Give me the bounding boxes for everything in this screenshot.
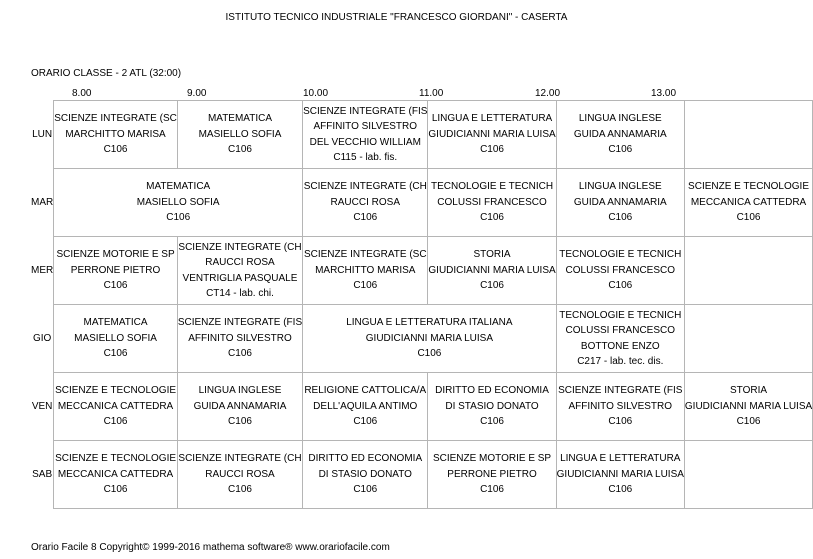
subject-text: SCIENZE INTEGRATE (FIS [177,317,303,329]
school-title: ISTITUTO TECNICO INDUSTRIALE "FRANCESCO GIORDANI" - CASERTA [225,12,568,23]
lesson-cell [556,373,684,441]
subject-text: SCIENZE E TECNOLOGIE [55,385,177,397]
lesson-detail-text: C106 [736,212,761,224]
hour-label: 9.00 [187,88,207,99]
subject-text: SCIENZE INTEGRATE (CH [178,241,302,253]
lesson-cell [428,237,556,305]
lesson-detail-text: C106 [608,212,633,224]
lesson-cell [54,373,178,441]
lesson-cell [684,169,812,237]
lesson-cell [54,169,303,237]
lesson-detail-text: C106 [608,144,633,156]
lesson-detail-text: PERRONE PIETRO [447,468,537,480]
lesson-detail-text: AFFINITO SILVESTRO [188,332,292,344]
day-row [31,305,813,373]
lesson-cell [303,441,428,509]
subject-text: TECNOLOGIE E TECNICH [559,309,682,321]
subject-text: SCIENZE INTEGRATE (FIS [558,385,683,397]
lesson-detail-text: C106 [103,484,128,496]
lesson-detail-text: C106 [417,348,442,360]
lesson-detail-text: C106 [480,212,504,224]
day-label: GIO [32,332,52,344]
day-label: LUN [32,128,53,140]
lesson-cell [556,237,684,305]
subject-text: SCIENZE MOTORIE E SP [56,249,175,261]
lesson-detail-text: GUIDA ANNAMARIA [573,196,667,208]
subject-text: MATEMATICA [207,113,273,125]
lesson-detail-text: MASIELLO SOFIA [198,128,282,140]
lesson-detail-text: MARCHITTO MARISA [315,264,416,276]
lesson-detail-text: RAUCCI ROSA [205,257,275,268]
subject-text: DIRITTO ED ECONOMIA [435,385,549,397]
subject-text: MATEMATICA [146,181,211,193]
lesson-detail-text: GIUDICIANNI MARIA LUISA [428,128,556,140]
lesson-cell [54,441,178,509]
timetable [31,100,813,509]
lesson-cell [177,237,302,305]
lesson-cell [54,237,178,305]
lesson-detail-text: BOTTONE ENZO [580,340,660,352]
day-row [31,169,813,237]
lesson-cell [556,441,684,509]
lesson-detail-text: C106 [103,416,128,428]
lesson-cell [556,169,684,237]
lesson-cell [303,373,428,441]
lesson-cell [177,373,302,441]
lesson-detail-text: C106 [353,212,378,224]
subject-text: LINGUA INGLESE [578,113,662,125]
subject-text: STORIA [730,385,768,397]
lesson-detail-text: COLUSSI FRANCESCO [437,196,547,208]
class-info: ORARIO CLASSE - 2 ATL (32:00) [31,68,182,79]
lesson-detail-text: C106 [480,144,504,156]
day-label: VEN [31,400,53,412]
lesson-detail-text: GUIDA ANNAMARIA [573,128,667,140]
lesson-detail-text: C106 [608,416,633,428]
lesson-detail-text: C106 [736,416,761,428]
lesson-detail-text: GIUDICIANNI MARIA LUISA [365,332,494,344]
lesson-detail-text: DELL'AQUILA ANTIMO [313,400,418,412]
lesson-detail-text: PERRONE PIETRO [70,264,161,276]
lesson-cell [303,101,428,169]
lesson-cell [428,441,556,509]
lesson-detail-text: C106 [103,348,128,360]
empty-slot [684,237,812,305]
lesson-detail-text: COLUSSI FRANCESCO [565,325,676,336]
lesson-detail-text: CT14 - lab. chi. [206,288,274,299]
lesson-detail-text: GIUDICIANNI MARIA LUISA [556,468,684,480]
lesson-cell [428,101,556,169]
lesson-detail-text: C106 [353,416,378,428]
lesson-detail-text: C106 [353,484,378,496]
lesson-detail-text: MASIELLO SOFIA [136,196,220,208]
lesson-detail-text: C106 [103,144,128,156]
subject-text: MATEMATICA [83,317,148,329]
hour-label: 11.00 [419,88,444,99]
subject-text: LINGUA E LETTERATURA [431,113,553,125]
empty-slot [684,305,812,373]
lesson-detail-text: RAUCCI ROSA [205,468,275,480]
lesson-detail-text: C217 - lab. tec. dis. [577,356,664,367]
lesson-detail-text: GIUDICIANNI MARIA LUISA [684,400,813,412]
lesson-detail-text: MECCANICA CATTEDRA [57,400,174,412]
lesson-detail-text: C106 [103,280,128,292]
lesson-cell [177,101,302,169]
day-label: MAR [31,196,54,208]
subject-text: LINGUA E LETTERATURA ITALIANA [346,317,513,329]
day-row [31,441,813,509]
lesson-detail-text: VENTRIGLIA PASQUALE [182,272,298,284]
hour-label: 10.00 [303,88,329,99]
lesson-detail-text: COLUSSI FRANCESCO [565,264,676,276]
lesson-detail-text: GUIDA ANNAMARIA [193,400,287,412]
subject-text: SCIENZE INTEGRATE (SC [54,113,177,125]
lesson-cell [54,305,178,373]
lesson-cell [303,169,428,237]
hour-label: 13.00 [651,88,677,99]
subject-text: SCIENZE INTEGRATE (SC [303,249,427,261]
day-row [31,373,813,441]
lesson-detail-text: C106 [228,144,252,156]
lesson-detail-text: C106 [480,280,504,292]
lesson-cell [684,373,812,441]
hour-label: 8.00 [72,88,92,99]
empty-slot [684,441,812,509]
subject-text: SCIENZE E TECNOLOGIE [688,181,809,193]
lesson-detail-text: C106 [228,416,252,428]
subject-text: TECNOLOGIE E TECNICH [559,249,682,261]
subject-text: LINGUA INGLESE [198,385,282,397]
lesson-detail-text: C115 - lab. fis. [333,152,398,163]
lesson-detail-text: C106 [166,212,191,224]
day-label: SAB [32,468,53,480]
lesson-detail-text: DI STASIO DONATO [445,400,539,412]
lesson-cell [556,101,684,169]
lesson-detail-text: MECCANICA CATTEDRA [57,468,174,480]
lesson-detail-text: DI STASIO DONATO [318,468,412,480]
lesson-detail-text: C106 [353,280,378,292]
day-row [31,237,813,305]
lesson-detail-text: C106 [228,484,252,496]
subject-text: RELIGIONE CATTOLICA/A [304,385,427,397]
lesson-cell [428,373,556,441]
hour-label: 12.00 [535,88,561,99]
subject-text: SCIENZE INTEGRATE (FIS [303,105,428,117]
subject-text: SCIENZE MOTORIE E SP [432,453,552,465]
day-row [31,101,813,169]
lesson-cell [303,305,557,373]
subject-text: TECNOLOGIE E TECNICH [431,181,554,193]
lesson-detail-text: MASIELLO SOFIA [74,332,157,344]
empty-slot [684,101,812,169]
lesson-cell [54,101,178,169]
subject-text: LINGUA E LETTERATURA [560,453,681,465]
lesson-detail-text: MARCHITTO MARISA [65,128,166,140]
subject-text: SCIENZE INTEGRATE (CH [178,453,302,465]
lesson-detail-text: DEL VECCHIO WILLIAM [309,136,421,148]
subject-text: STORIA [473,249,511,261]
footer-copyright: Orario Facile 8 Copyright© 1999-2016 mathema software® www.orariofacile.com [31,542,390,553]
lesson-detail-text: C106 [480,416,504,428]
day-label: MER [31,264,54,276]
lesson-cell [303,237,428,305]
subject-text: LINGUA INGLESE [578,181,662,193]
lesson-detail-text: GIUDICIANNI MARIA LUISA [428,264,556,276]
lesson-detail-text: AFFINITO SILVESTRO [313,121,418,132]
lesson-cell [428,169,556,237]
lesson-detail-text: MECCANICA CATTEDRA [690,196,807,208]
subject-text: SCIENZE INTEGRATE (CH [303,181,427,193]
subject-text: SCIENZE E TECNOLOGIE [55,453,177,465]
lesson-cell [556,305,684,373]
lesson-detail-text: C106 [480,484,504,496]
lesson-cell [177,305,302,373]
lesson-detail-text: C106 [608,280,633,292]
lesson-detail-text: C106 [228,348,252,360]
lesson-detail-text: AFFINITO SILVESTRO [568,400,673,412]
lesson-detail-text: RAUCCI ROSA [330,196,400,208]
lesson-detail-text: C106 [608,484,633,496]
subject-text: DIRITTO ED ECONOMIA [308,453,423,465]
lesson-cell [177,441,302,509]
